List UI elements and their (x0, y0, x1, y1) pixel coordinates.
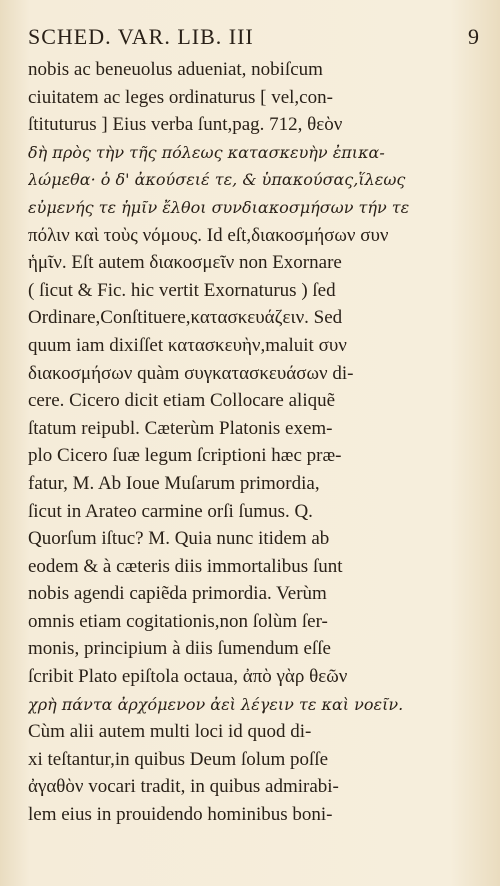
text-line: ἀγαθὸν vocari tradit, in quibus admirabi- (28, 776, 339, 798)
text-line: ſtituturus ] Eius verba ſunt,pag. 712, θεὸν (28, 114, 343, 136)
text-line: ſtatum reipubl. Cæterùm Platonis exem- (28, 417, 333, 439)
text-line: fatur, M. Ab Ioue Muſarum primordia, (28, 472, 320, 494)
text-line: δὴ πρὸς τὴν τῆς πόλεως κατασκευὴν ἐπικα- (28, 142, 385, 162)
text-line: χρὴ πάντα ἀρχόμενον ἀεὶ λέγειν τε καὶ νοεῖν. (28, 694, 404, 714)
text-line: Ordinare,Conſtituere,κατασκευάζειν. Sed (28, 307, 343, 329)
text-line: lem eius in prouidendo hominibus boni- (28, 804, 333, 826)
text-line: Cùm alii autem multi loci id quod di- (28, 721, 312, 743)
text-line: ciuitatem ac leges ordinaturus [ vel,con- (28, 86, 333, 108)
running-header (28, 20, 480, 54)
text-line: λώμεθα· ὁ δ' ἀκούσειέ τε, & ὑπακούσας,ἵλεως (28, 170, 406, 190)
text-line: xi teſtantur,in quibus Deum ſolum poſſe (28, 748, 329, 770)
text-line: εὐμενής τε ἡμῖν ἔλθοι συνδιακοσμήσων τήν τε (28, 197, 410, 217)
text-line: ( ſicut & Fic. hic vertit Exornaturus ) ſed (28, 279, 336, 301)
body-text (28, 56, 480, 829)
text-line: quum iam dixiſſet κατασκευὴν,maluit συν (28, 334, 347, 356)
text-line: ἡμῖν. Eſt autem διακοσμεῖν non Exornare (28, 252, 342, 274)
text-line: nobis ac beneuolus adueniat, nobiſcum (28, 59, 323, 80)
text-line: Quorſum iſtuc? M. Quia nunc itidem ab (28, 528, 330, 550)
text-line: ſicut in Arateo carmine orſi ſumus. Q. (28, 500, 313, 522)
text-line: plo Cicero ſuæ legum ſcriptioni hæc præ- (28, 445, 342, 467)
text-line: eodem & à cæteris diis immortalibus ſunt (28, 555, 343, 577)
text-line: omnis etiam cogitationis,non ſolùm ſer- (28, 610, 328, 632)
text-line: ſcribit Plato epiſtola octaua, ἀπὸ γὰρ θεῶν (28, 666, 348, 688)
running-title: SCHED. VAR. LIB. III (28, 24, 254, 49)
text-line: nobis agendi capiẽda primordia. Verùm (28, 583, 327, 605)
text-line: monis, principium à diis ſumendum eſſe (28, 638, 331, 660)
text-line: διακοσμήσων quàm συγκατασκευάσων di- (28, 362, 354, 384)
page-number: 9 (468, 24, 480, 49)
text-line: πόλιν καὶ τοὺς νόμους. Id eſt,διακοσμήσων συν (28, 224, 389, 246)
text-line: cere. Cicero dicit etiam Collocare aliquẽ (28, 390, 336, 412)
